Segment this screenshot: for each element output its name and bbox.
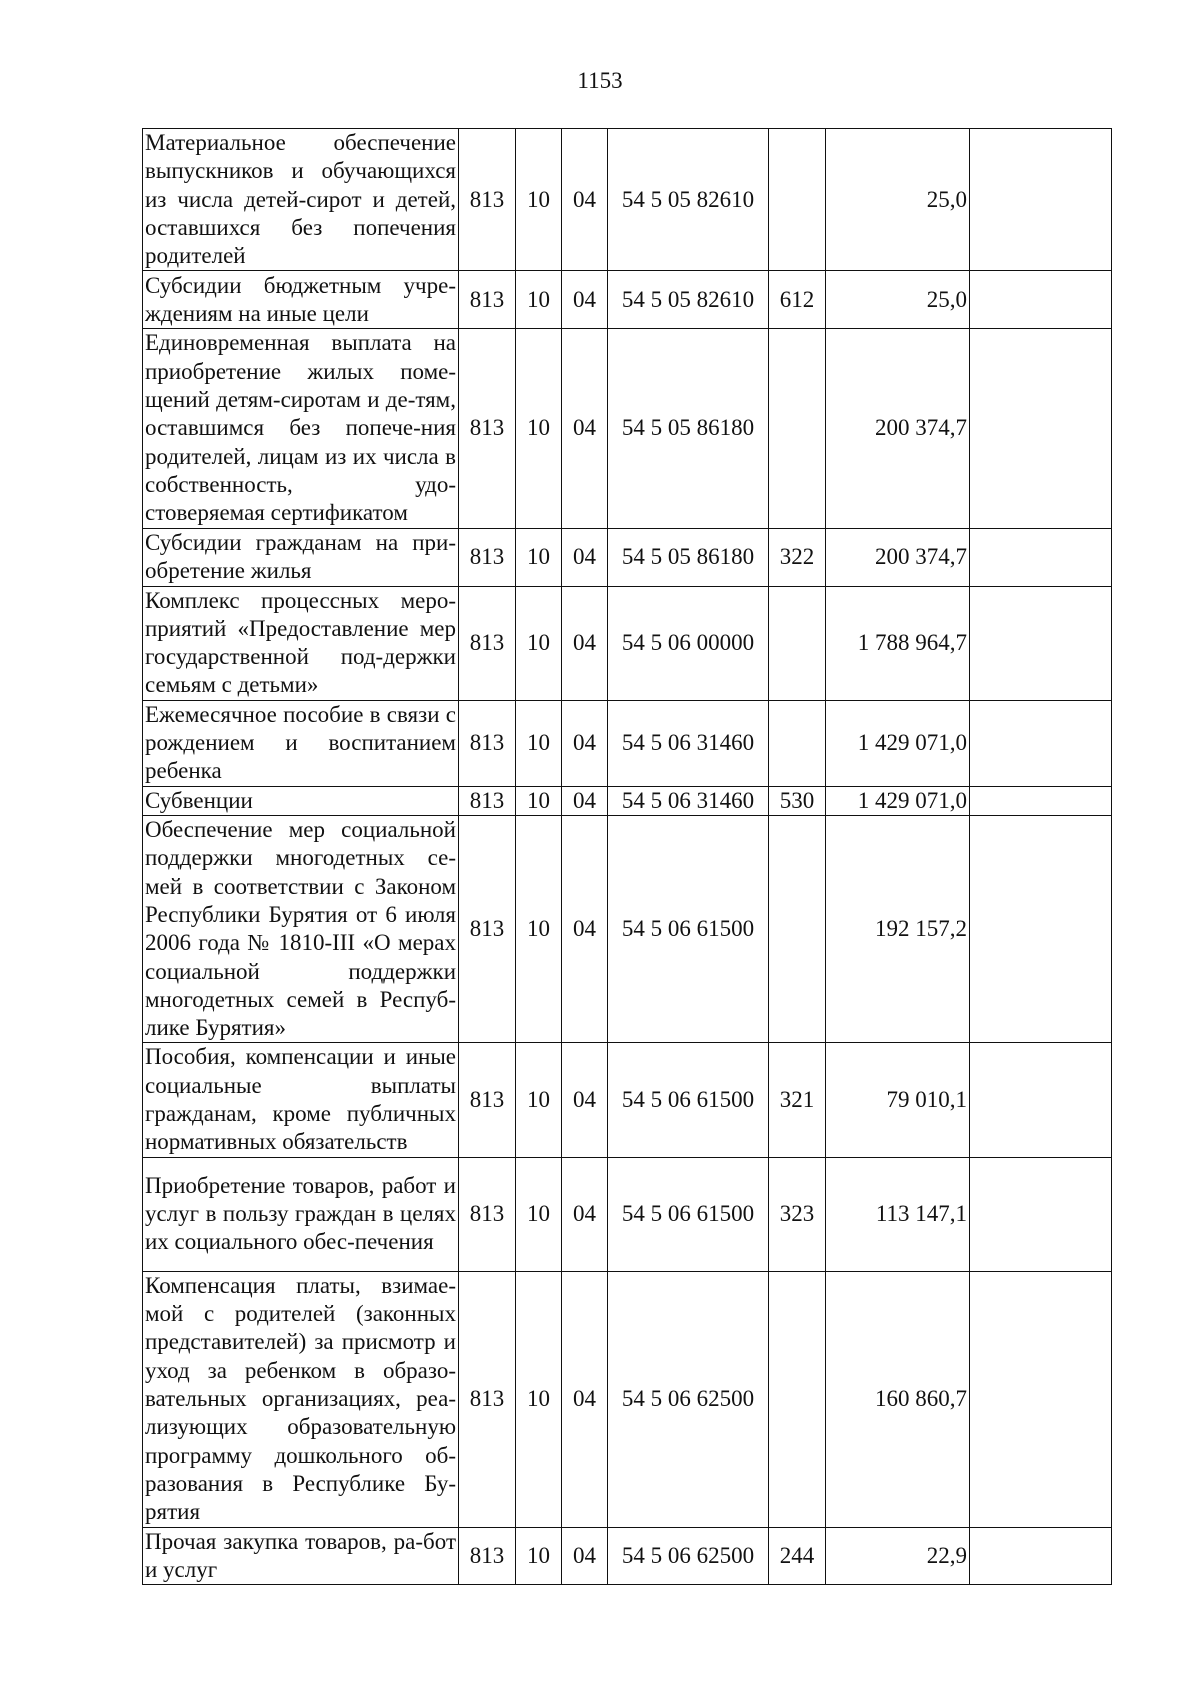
table-row: [143, 816, 1112, 1043]
table-row: [143, 129, 1112, 271]
target-article-code: 54 5 05 82610: [608, 129, 769, 271]
empty-cell: [970, 129, 1112, 271]
table-row: [143, 700, 1112, 786]
row-name: Субсидии гражданам на при-обретение жилья: [143, 528, 459, 586]
empty-cell: [970, 528, 1112, 586]
expense-type-code: 530: [769, 786, 826, 815]
row-name: Комплекс процессных меро-приятий «Предоставление мер государственной под-держки семьям с детьми»: [143, 586, 459, 700]
row-name: Субсидии бюджетным учре-ждениям на иные цели: [143, 271, 459, 329]
expense-type-code: 322: [769, 528, 826, 586]
empty-cell: [970, 1157, 1112, 1271]
ministry-code: 813: [459, 786, 516, 815]
table-row: [143, 1527, 1112, 1585]
subsection-code: 04: [562, 786, 608, 815]
table-row: [143, 1157, 1112, 1271]
subsection-code: 04: [562, 1157, 608, 1271]
expense-type-code: [769, 1271, 826, 1527]
target-article-code: 54 5 05 86180: [608, 528, 769, 586]
page-number: 1153: [577, 68, 623, 93]
table-row: [143, 528, 1112, 586]
ministry-code: 813: [459, 1157, 516, 1271]
amount: 1 788 964,7: [826, 586, 970, 700]
amount: 113 147,1: [826, 1157, 970, 1271]
target-article-code: 54 5 06 61500: [608, 1157, 769, 1271]
expense-type-code: [769, 329, 826, 528]
target-article-code: 54 5 05 86180: [608, 329, 769, 528]
subsection-code: 04: [562, 1271, 608, 1527]
table-row: [143, 1271, 1112, 1527]
expense-type-code: 323: [769, 1157, 826, 1271]
subsection-code: 04: [562, 586, 608, 700]
section-code: 10: [516, 329, 562, 528]
table-row: [143, 786, 1112, 815]
amount: 192 157,2: [826, 816, 970, 1043]
expense-type-code: [769, 129, 826, 271]
ministry-code: 813: [459, 129, 516, 271]
section-code: 10: [516, 1043, 562, 1157]
target-article-code: 54 5 06 62500: [608, 1271, 769, 1527]
section-code: 10: [516, 786, 562, 815]
section-code: 10: [516, 271, 562, 329]
ministry-code: 813: [459, 816, 516, 1043]
ministry-code: 813: [459, 1271, 516, 1527]
target-article-code: 54 5 06 00000: [608, 586, 769, 700]
expense-type-code: [769, 586, 826, 700]
section-code: 10: [516, 528, 562, 586]
ministry-code: 813: [459, 586, 516, 700]
target-article-code: 54 5 05 82610: [608, 271, 769, 329]
empty-cell: [970, 700, 1112, 786]
amount: 1 429 071,0: [826, 700, 970, 786]
ministry-code: 813: [459, 528, 516, 586]
row-name: Обеспечение мер социальной поддержки многодетных се-мей в соответствии с Законом Республики Бурятия от 6 июля 2006 года № 1810-III «О мерах социальной поддержки многодетных семей в Респуб-лике Бурятия»: [143, 816, 459, 1043]
expense-type-code: 321: [769, 1043, 826, 1157]
ministry-code: 813: [459, 271, 516, 329]
empty-cell: [970, 329, 1112, 528]
amount: 200 374,7: [826, 528, 970, 586]
target-article-code: 54 5 06 31460: [608, 786, 769, 815]
amount: 25,0: [826, 129, 970, 271]
table-row: [143, 271, 1112, 329]
row-name: Приобретение товаров, работ и услуг в пользу граждан в целях их социального обес-печения: [143, 1157, 459, 1271]
ministry-code: 813: [459, 1043, 516, 1157]
expense-type-code: [769, 700, 826, 786]
table-row: [143, 1043, 1112, 1157]
empty-cell: [970, 786, 1112, 815]
subsection-code: 04: [562, 129, 608, 271]
expense-type-code: 612: [769, 271, 826, 329]
expense-type-code: [769, 816, 826, 1043]
row-name: Единовременная выплата на приобретение жилых поме-щений детям-сиротам и де-тям, оставшимся без попече-ния родителей, лицам из их числа в собственность, удо-стоверяемая сертификатом: [143, 329, 459, 528]
target-article-code: 54 5 06 61500: [608, 1043, 769, 1157]
subsection-code: 04: [562, 329, 608, 528]
row-name: Ежемесячное пособие в связи с рождением и воспитанием ребенка: [143, 700, 459, 786]
amount: 22,9: [826, 1527, 970, 1585]
row-name: Материальное обеспечение выпускников и обучающихся из числа детей-сирот и детей, оставшихся без попечения родителей: [143, 129, 459, 271]
target-article-code: 54 5 06 62500: [608, 1527, 769, 1585]
subsection-code: 04: [562, 271, 608, 329]
amount: 79 010,1: [826, 1043, 970, 1157]
ministry-code: 813: [459, 1527, 516, 1585]
row-name: Компенсация платы, взимае-мой с родителей (законных представителей) за присмотр и уход за ребенком в образо-вательных организациях, реа-лизующих образовательную программу дошкольного об-разования в Республике Бу-рятия: [143, 1271, 459, 1527]
table-row: [143, 586, 1112, 700]
section-code: 10: [516, 1157, 562, 1271]
amount: 160 860,7: [826, 1271, 970, 1527]
subsection-code: 04: [562, 816, 608, 1043]
subsection-code: 04: [562, 1527, 608, 1585]
row-name: Пособия, компенсации и иные социальные выплаты гражданам, кроме публичных нормативных обязательств: [143, 1043, 459, 1157]
empty-cell: [970, 816, 1112, 1043]
table-row: [143, 329, 1112, 528]
section-code: 10: [516, 1271, 562, 1527]
section-code: 10: [516, 816, 562, 1043]
subsection-code: 04: [562, 1043, 608, 1157]
ministry-code: 813: [459, 329, 516, 528]
amount: 1 429 071,0: [826, 786, 970, 815]
empty-cell: [970, 1527, 1112, 1585]
target-article-code: 54 5 06 61500: [608, 816, 769, 1043]
amount: 200 374,7: [826, 329, 970, 528]
subsection-code: 04: [562, 700, 608, 786]
target-article-code: 54 5 06 31460: [608, 700, 769, 786]
section-code: 10: [516, 129, 562, 271]
empty-cell: [970, 1043, 1112, 1157]
empty-cell: [970, 586, 1112, 700]
row-name: Прочая закупка товаров, ра-бот и услуг: [143, 1527, 459, 1585]
empty-cell: [970, 1271, 1112, 1527]
section-code: 10: [516, 586, 562, 700]
section-code: 10: [516, 700, 562, 786]
row-name: Субвенции: [143, 786, 459, 815]
subsection-code: 04: [562, 528, 608, 586]
expense-type-code: 244: [769, 1527, 826, 1585]
section-code: 10: [516, 1527, 562, 1585]
budget-table: [142, 128, 1112, 1585]
empty-cell: [970, 271, 1112, 329]
amount: 25,0: [826, 271, 970, 329]
ministry-code: 813: [459, 700, 516, 786]
